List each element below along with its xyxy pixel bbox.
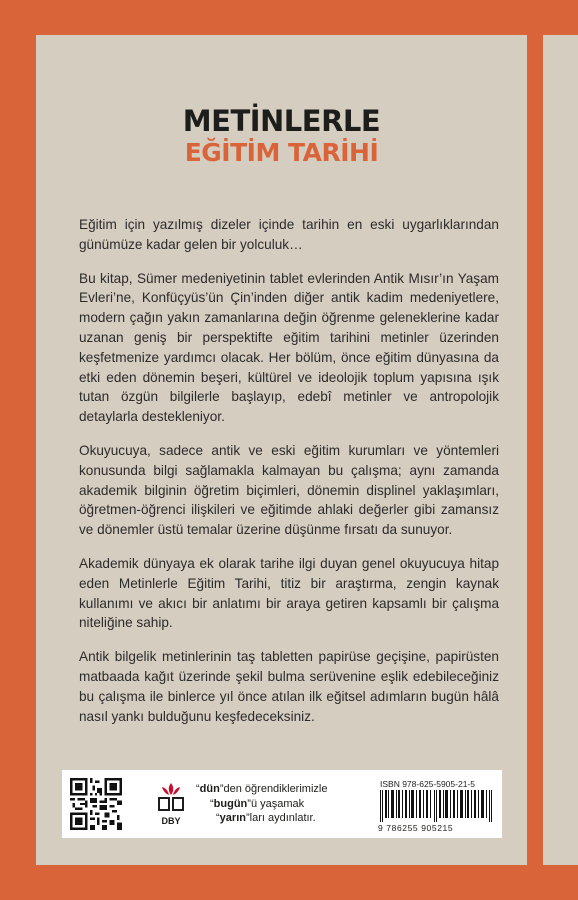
slogan-word-dun: dün	[199, 783, 220, 795]
blurb-paragraph-1: Eğitim için yazılmış dizeler içinde tarihin en eski uygarlıklarından günümüze kadar gelen bir yolculuk…	[79, 217, 499, 252]
publisher-logo-icon	[154, 781, 188, 827]
barcode-number: 9 786255 905215	[378, 823, 454, 833]
logo-text: DBY	[161, 816, 181, 826]
publisher-slogan: “dün”den öğrendiklerimizle “bugün”ü yaşamak “yarın”ları aydınlatır.	[196, 783, 328, 824]
isbn-label: ISBN 978-625-5905-21-5	[380, 779, 475, 789]
slogan-rest-2: ü yaşamak	[250, 797, 305, 810]
footer-strip	[62, 770, 502, 838]
book-title-line1: METİNLERLE	[182, 104, 381, 138]
blurb	[79, 215, 499, 740]
qr-code-icon[interactable]	[70, 778, 122, 830]
slogan-word-yarin: yarın	[219, 812, 246, 824]
blurb-paragraph-5: Antik bilgelik metinlerinin taş tabletten papirüse geçişine, papirüsten matbaada kağıt üzerinde şekil bulma serüvenine eşlik edebileceğiniz bu çalışma ile binlerce yıl önce atılan ilk eğitsel adımların bugün hâlâ nasıl yankı bulduğunu keşfedeceksiniz.	[79, 649, 499, 724]
slogan-rest-1: den öğrendiklerimizle	[223, 783, 328, 795]
blurb-paragraph-3: Okuyucuya, sadece antik ve eski eğitim kurumları ve yöntemleri konusunda bilgi sağlamakla kalmayan bu çalışma; aynı zamanda akademik bilginin öğretim biçimleri, dönemin displinel yaklaşımları, öğretmen-öğrenci ilişkileri ve eğitimde ahlaki değerler gibi zamansız ve dönemler üstü temalar üzerine düşünme fırsatı da sunuyor.	[79, 442, 499, 538]
slogan-word-bugun: bugün	[213, 797, 248, 810]
slogan-rest-3: ları aydınlatır.	[249, 812, 316, 824]
book-title-line2: EĞİTİM TARİHİ	[184, 138, 379, 167]
barcode-icon	[378, 790, 494, 822]
blurb-paragraph-4: Akademik dünyaya ek olarak tarihe ilgi duyan genel okuyucuya hitap eden Metinlerle Eğitim Tarihi, titiz bir araştırma, zengin kaynak kullanımı ve akıcı bir anlatımı bir araya getiren kapsamlı bir çalışma niteliğine sahip.	[79, 555, 499, 631]
front-cover-edge	[543, 35, 578, 865]
blurb-paragraph-2: Bu kitap, Sümer medeniyetinin tablet evlerinden Antik Mısır’ın Yaşam Evleri’ne, Konfüçyüs’ün Çin’inden diğer antik kadim medeniyetlere, modern çağın yakın zamanlarına değin öğrenme geleneklerine kadar uzanan geniş bir perspektifte eğitim tarihini metinler üzerinden keşfetmenize yardımcı olacak. Her bölüm, önce eğitim dünyasına da etki eden dönemin beşeri, kültürel ve ideolojik toplum yapısına ışık tutan özgün bilgilerle başlayıp, edebî metinler ve antropolojik detaylarla destekleniyor.	[79, 270, 499, 425]
